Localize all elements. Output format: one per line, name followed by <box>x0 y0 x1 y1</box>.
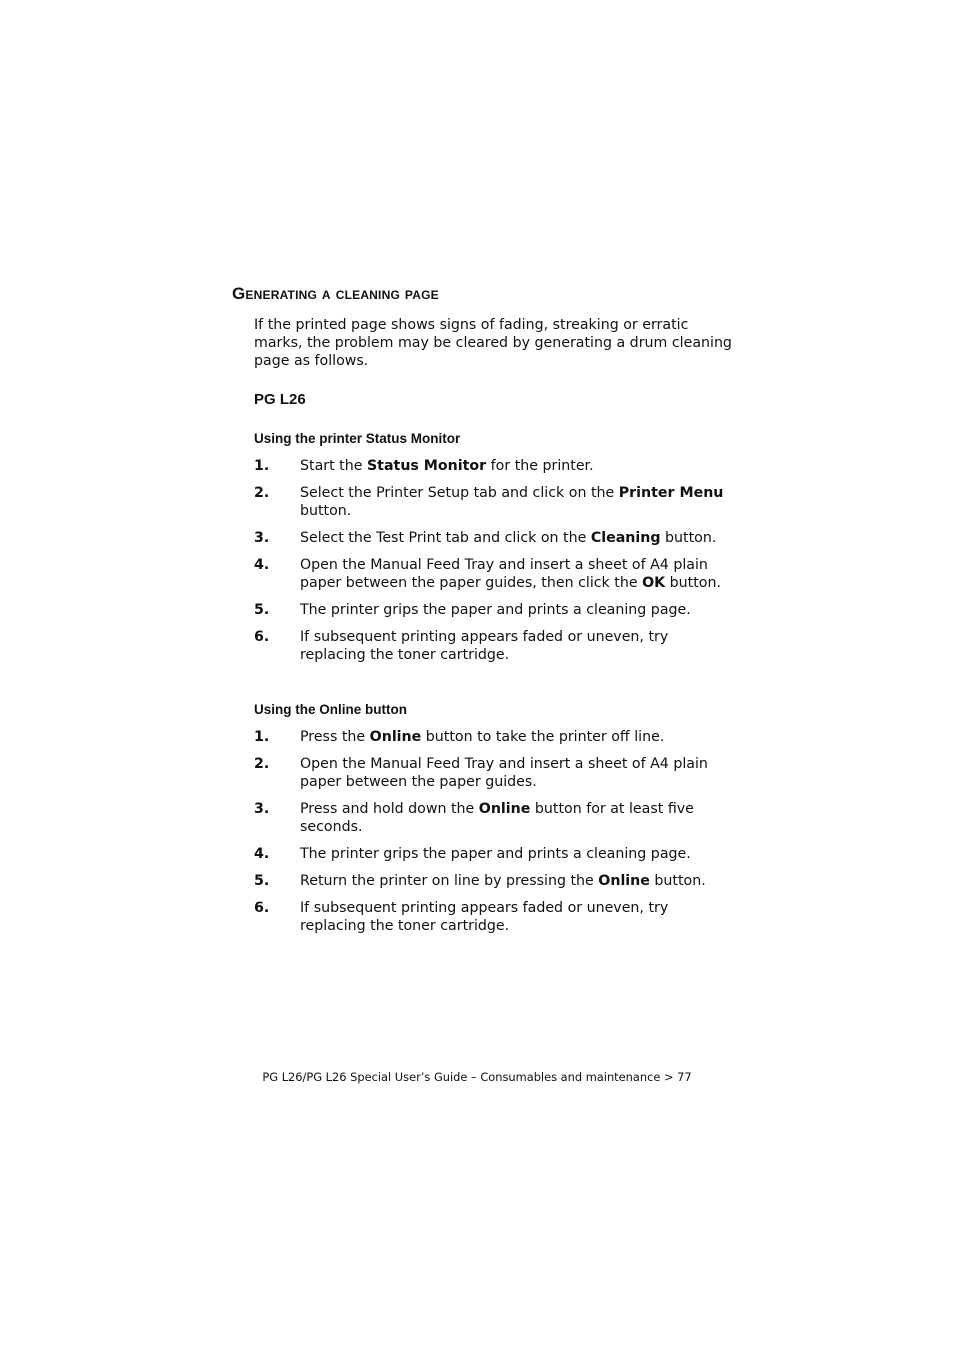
step-text-start: Select the Test Print tab and click on the <box>300 530 591 546</box>
step-text-end: button for at least five seconds. <box>300 801 694 835</box>
step-number: 1. <box>254 458 270 474</box>
step-text-start: The printer grips the paper and prints a cleaning page. <box>300 846 691 862</box>
model-heading: PG L26 <box>254 391 306 408</box>
step-text <box>300 845 734 863</box>
list-item <box>254 872 734 890</box>
step-text <box>300 484 734 520</box>
step-text-start: Open the Manual Feed Tray and insert a sheet of A4 plain paper between the paper guides. <box>300 756 708 790</box>
step-text-start: Start the <box>300 458 367 474</box>
online-button-steps <box>254 728 734 944</box>
list-item <box>254 800 734 836</box>
step-number: 3. <box>254 530 270 546</box>
step-number: 4. <box>254 846 270 862</box>
list-item <box>254 601 734 619</box>
step-text <box>300 556 734 592</box>
step-ui-term: OK <box>642 575 666 591</box>
step-text-start: Open the Manual Feed Tray and insert a sheet of A4 plain paper between the paper guides, then click the <box>300 557 708 591</box>
list-item <box>254 628 734 664</box>
step-number: 6. <box>254 900 270 916</box>
page-footer: PG L26/PG L26 Special User’s Guide – Consumables and maintenance > 77 <box>262 1070 692 1084</box>
step-text-end: button. <box>665 575 721 591</box>
list-item <box>254 728 734 746</box>
step-text <box>300 457 734 475</box>
step-text-end: button. <box>660 530 717 546</box>
step-ui-term: Online <box>369 729 422 745</box>
step-text-start: Return the printer on line by pressing the <box>300 873 599 889</box>
step-text <box>300 601 734 619</box>
step-text <box>300 628 734 664</box>
list-item <box>254 484 734 520</box>
step-text-start: The printer grips the paper and prints a cleaning page. <box>300 602 691 618</box>
step-number: 1. <box>254 729 270 745</box>
status-monitor-heading: Using the printer Status Monitor <box>254 431 461 446</box>
list-item <box>254 755 734 791</box>
step-text-end: button. <box>300 503 352 519</box>
list-item <box>254 845 734 863</box>
step-text <box>300 529 734 547</box>
step-text-end: button. <box>649 873 706 889</box>
list-item <box>254 457 734 475</box>
step-number: 6. <box>254 629 270 645</box>
step-number: 3. <box>254 801 270 817</box>
step-text <box>300 800 734 836</box>
step-ui-term: Cleaning <box>590 530 661 546</box>
step-text-start: If subsequent printing appears faded or uneven, try replacing the toner cartridge. <box>300 629 669 663</box>
section-title: Generating a cleaning page <box>232 284 439 303</box>
step-text-end: button to take the printer off line. <box>421 729 665 745</box>
step-number: 5. <box>254 873 270 889</box>
list-item <box>254 899 734 935</box>
step-number: 5. <box>254 602 270 618</box>
step-text-start: Press the <box>300 729 370 745</box>
step-ui-term: Online <box>478 801 531 817</box>
step-text-start: Select the Printer Setup tab and click on the <box>300 485 619 501</box>
list-item <box>254 529 734 547</box>
step-text-start: Press and hold down the <box>300 801 479 817</box>
step-text-start: If subsequent printing appears faded or uneven, try replacing the toner cartridge. <box>300 900 669 934</box>
step-ui-term: Status Monitor <box>366 458 487 474</box>
step-ui-term: Printer Menu <box>618 485 724 501</box>
step-number: 2. <box>254 756 270 772</box>
intro-paragraph: If the printed page shows signs of fading, streaking or erratic marks, the problem may be cleared by generating a drum cleaning page as follows. <box>254 317 732 369</box>
step-text <box>300 872 734 890</box>
step-text <box>300 728 734 746</box>
step-number: 2. <box>254 485 270 501</box>
step-text <box>300 899 734 935</box>
step-text <box>300 755 734 791</box>
step-number: 4. <box>254 557 270 573</box>
status-monitor-steps <box>254 457 734 673</box>
list-item <box>254 556 734 592</box>
online-button-heading: Using the Online button <box>254 702 407 717</box>
step-ui-term: Online <box>598 873 650 889</box>
step-text-end: for the printer. <box>486 458 594 474</box>
